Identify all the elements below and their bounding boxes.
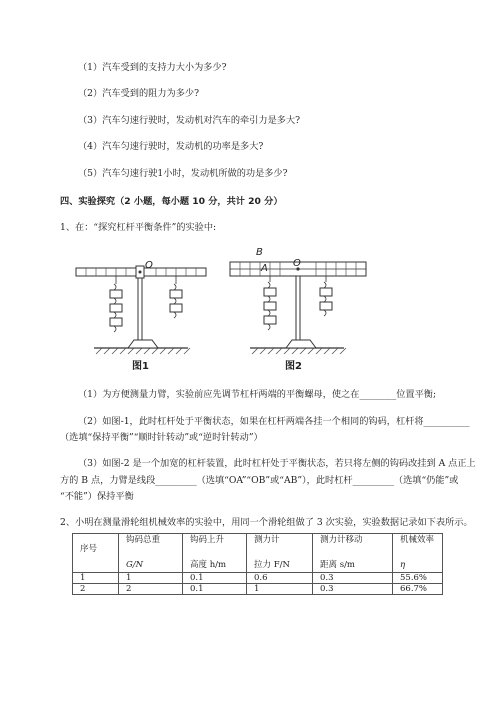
header-cell: 机械效率 η xyxy=(393,534,443,573)
table-cell: 2 xyxy=(119,584,183,595)
section-title: 四、实验探究（2 小题，每小题 10 分，共计 20 分） xyxy=(60,196,283,207)
problem-1-question-2-line-2: （选填“保持平衡”“顺时针转动”或“逆时针转动”） xyxy=(60,432,263,443)
fig2-pivot-label: O xyxy=(293,258,301,269)
table-cell: 55.6% xyxy=(393,573,443,584)
table-cell: 1 xyxy=(119,573,183,584)
problem-1-question-3-line-1: （3）如图-2 是一个加宽的杠杆装置，此时杠杆处于平衡状态，若只将左侧的钩码改挂到 A 点正上 xyxy=(78,458,476,469)
problem-1-question-2-line-1: （2）如图-1，此时杠杆处于平衡状态，如果在杠杆两端各挂一个相同的钩码，杠杆将__________ xyxy=(78,416,470,427)
header-cell: 钩码总重 G/N xyxy=(119,534,183,573)
table-cell: 0.3 xyxy=(313,584,393,595)
table-cell: 1 xyxy=(73,573,119,584)
table-header-row xyxy=(73,534,443,573)
problem-1-question-3-line-2: 方的 B 点，力臂是线段_________（选填“OA”“OB”或“AB”），此时杠杆_________（选填“仍能”或 xyxy=(60,475,459,486)
table-cell: 66.7% xyxy=(393,584,443,595)
question-5: （5）汽车匀速行驶1小时，发动机所做的功是多少? xyxy=(78,168,288,179)
table-cell: 0.1 xyxy=(183,573,247,584)
figure-1-caption: 图1 xyxy=(132,361,149,372)
fig2-point-b-label: B xyxy=(256,247,263,258)
problem-1-intro: 1、在：“探究杠杆平衡条件”的实验中: xyxy=(60,222,217,233)
table-cell: 0.1 xyxy=(183,584,247,595)
fig1-pivot-label: O xyxy=(145,260,153,271)
question-4: （4）汽车匀速行驶时，发动机的功率是多大? xyxy=(78,141,264,152)
question-2: （2）汽车受到的阻力为多少? xyxy=(78,88,200,99)
table-cell: 0.3 xyxy=(313,573,393,584)
figure-2-lever-diagram xyxy=(228,258,368,360)
question-1: （1）汽车受到的支持力大小为多少? xyxy=(78,62,227,73)
table-cell: 0.6 xyxy=(247,573,313,584)
table-cell: 2 xyxy=(73,584,119,595)
figure-1-lever-diagram xyxy=(72,258,212,360)
problem-1-question-1: （1）为方便测量力臂，实验前应先调节杠杆两端的平衡螺母，使之在________位置平衡; xyxy=(78,389,437,400)
header-cell: 序号 xyxy=(73,534,119,573)
table-row xyxy=(73,584,443,595)
problem-1-question-3-line-3: “不能”）保持平衡 xyxy=(60,491,134,502)
pulley-efficiency-table xyxy=(72,533,443,595)
figure-2-caption: 图2 xyxy=(285,361,302,372)
table-cell: 1 xyxy=(247,584,313,595)
problem-2-intro: 2、小明在测量滑轮组机械效率的实验中，用同一个滑轮组做了 3 次实验，实验数据记录如下表所示。 xyxy=(60,517,473,528)
header-cell: 钩码上升 高度 h/m xyxy=(183,534,247,573)
table-row xyxy=(73,573,443,584)
fig2-point-a-label: A xyxy=(261,263,268,274)
header-cell: 测力计移动 距离 s/m xyxy=(313,534,393,573)
question-3: （3）汽车匀速行驶时，发动机对汽车的牵引力是多大? xyxy=(78,115,301,126)
header-cell: 测力计 拉力 F/N xyxy=(247,534,313,573)
